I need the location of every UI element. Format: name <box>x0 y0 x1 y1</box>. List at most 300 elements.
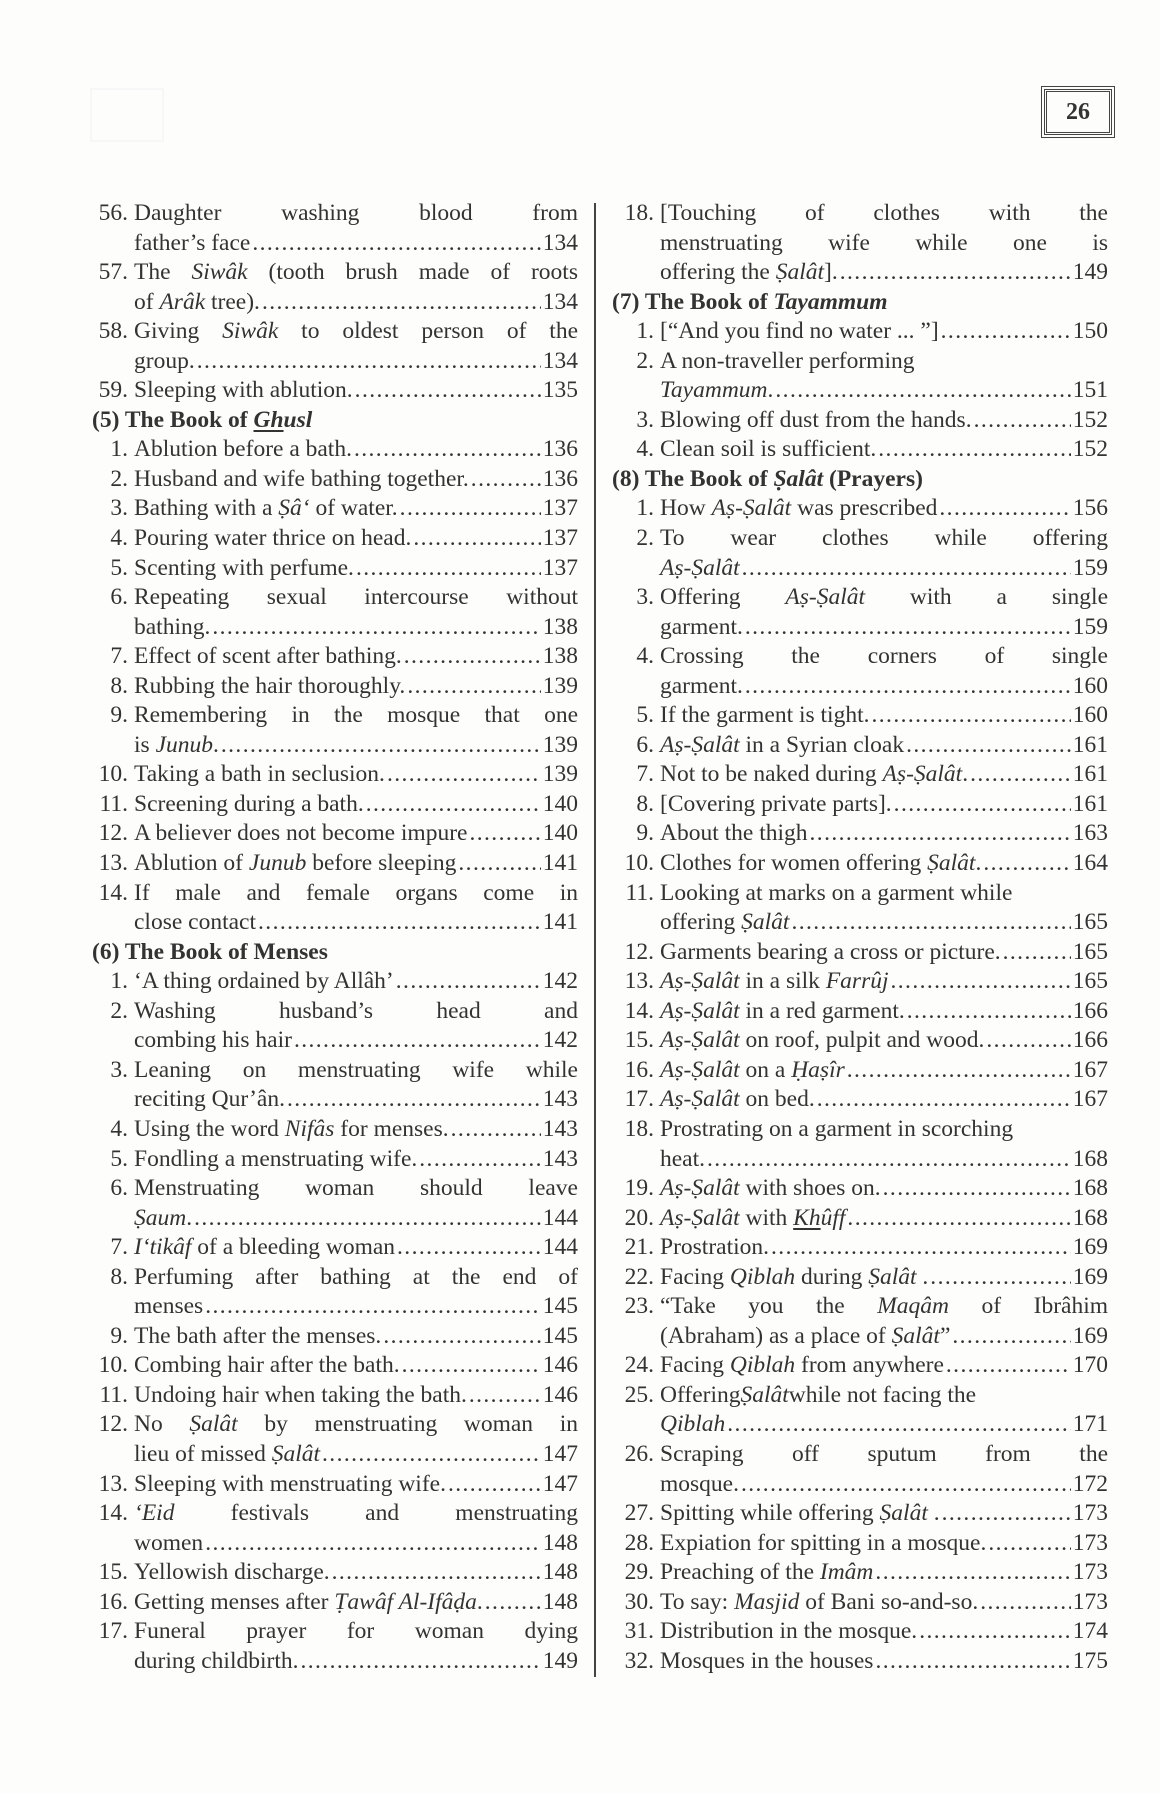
page-ref: 159 <box>1072 613 1108 640</box>
page-ref: 168 <box>1072 1175 1108 1202</box>
page-ref: 149 <box>1072 259 1108 286</box>
page-number: 26 <box>1066 98 1090 125</box>
toc-column-right <box>612 199 1108 1676</box>
entry-title: of Arâk tree). <box>134 288 260 315</box>
dot-leader <box>205 1529 541 1559</box>
bleed-through-mark <box>90 88 164 142</box>
toc-entry[interactable] <box>612 1174 1108 1204</box>
dot-leader <box>396 967 541 997</box>
entry-number: 3. <box>110 1056 128 1083</box>
page-ref: 171 <box>1072 1411 1108 1438</box>
toc-entry[interactable] <box>92 1588 578 1618</box>
toc-entry[interactable] <box>612 1617 1108 1647</box>
dot-leader <box>906 731 1071 761</box>
toc-entry[interactable] <box>612 1558 1108 1588</box>
entry-number: 1. <box>636 318 654 345</box>
dot-leader <box>407 672 540 702</box>
entry-title: Husband and wife bathing together. <box>134 465 469 492</box>
dot-leader <box>366 790 541 820</box>
entry-number: 4. <box>636 643 654 670</box>
page-ref: 148 <box>542 1529 578 1556</box>
toc-entry[interactable] <box>92 1263 578 1322</box>
entry-number: 9. <box>636 820 654 847</box>
entry-title: Fondling a menstruating wife. <box>134 1145 418 1172</box>
entry-number: 20. <box>624 1204 654 1231</box>
page-ref: 146 <box>542 1352 578 1379</box>
entry-number: 4. <box>636 436 654 463</box>
toc-entry[interactable] <box>92 1174 578 1233</box>
toc-entry[interactable] <box>612 790 1108 820</box>
toc-entry[interactable] <box>612 1263 1108 1293</box>
toc-entry[interactable] <box>612 583 1108 642</box>
entry-title: offering Ṣalât <box>660 909 790 936</box>
dot-leader <box>221 731 541 761</box>
entry-title: garment. <box>660 613 743 640</box>
entry-number: 1. <box>110 968 128 995</box>
page-ref: 165 <box>1072 968 1108 995</box>
entry-number: 5. <box>110 1145 128 1172</box>
dot-leader <box>383 1322 540 1352</box>
toc-entry[interactable] <box>612 1085 1108 1115</box>
entry-title-line: Scraping off sputum from the <box>660 1440 1108 1467</box>
entry-title: Aṣ-Ṣalât with Khûff <box>660 1204 846 1231</box>
entry-title: Aṣ-Ṣalât in a red garment. <box>660 997 905 1024</box>
entry-title: Qiblah <box>660 1411 726 1438</box>
page-ref: 138 <box>542 643 578 670</box>
entry-title-line: Looking at marks on a garment while <box>660 879 1013 906</box>
entry-title: [“And you find no water ... ”] <box>660 318 939 345</box>
entry-title: [Covering private parts]. <box>660 790 892 817</box>
page-ref: 152 <box>1072 436 1108 463</box>
toc-entry[interactable] <box>92 376 578 406</box>
entry-title-line: Prostrating on a garment in scorching <box>660 1115 1014 1142</box>
entry-number: 2. <box>110 465 128 492</box>
dot-leader <box>197 347 541 377</box>
entry-number: 8. <box>110 1263 128 1290</box>
toc-entry[interactable] <box>92 1410 578 1469</box>
entry-title: Combing hair after the bath. <box>134 1352 400 1379</box>
page-ref: 161 <box>1072 790 1108 817</box>
entry-title: Aṣ-Ṣalât with shoes on. <box>660 1175 881 1202</box>
entry-number: 18. <box>624 200 654 226</box>
toc-entry[interactable] <box>612 997 1108 1027</box>
entry-number: 4. <box>110 525 128 552</box>
page-ref: 168 <box>1072 1204 1108 1231</box>
toc-entry[interactable] <box>92 1499 578 1558</box>
toc-entry[interactable] <box>92 1351 578 1381</box>
entry-title: I‘tikâf of a bleeding woman <box>134 1234 396 1261</box>
toc-entry[interactable] <box>612 760 1108 790</box>
toc-entry[interactable] <box>92 1115 578 1145</box>
dot-leader <box>930 1263 1070 1293</box>
toc-entry[interactable] <box>612 347 1108 406</box>
page-ref: 141 <box>542 909 578 936</box>
page-ref: 141 <box>542 850 578 877</box>
entry-number: 13. <box>624 968 654 995</box>
entry-title: Mosques in the houses <box>660 1647 874 1674</box>
page-ref: 159 <box>1072 554 1108 581</box>
entry-number: 58. <box>98 318 128 345</box>
entry-title-line: Leaning on menstruating wife while <box>134 1056 578 1083</box>
entry-number: 26. <box>624 1440 654 1467</box>
entry-title: To say: Masjid of Bani so-and-so. <box>660 1588 979 1615</box>
entry-title: (Abraham) as a place of Ṣalât” <box>660 1322 951 1349</box>
entry-number: 9. <box>110 1322 128 1349</box>
page-ref: 147 <box>542 1470 578 1497</box>
page-ref: 135 <box>542 377 578 404</box>
entry-number: 56. <box>98 200 128 226</box>
entry-number: 1. <box>110 436 128 463</box>
entry-title-line: Remembering in the mosque that one <box>134 702 578 729</box>
toc-entry[interactable] <box>612 642 1108 701</box>
page-ref: 173 <box>1072 1588 1108 1615</box>
entry-number: 57. <box>98 259 128 286</box>
dot-leader <box>986 1026 1070 1056</box>
entry-title: Rubbing the hair thoroughly. <box>134 672 406 699</box>
dot-leader <box>840 258 1071 288</box>
page-ref: 139 <box>542 761 578 788</box>
dot-leader <box>212 613 540 643</box>
dot-leader <box>878 435 1070 465</box>
entry-title: combing his hair <box>134 1027 292 1054</box>
toc-entry[interactable] <box>612 1292 1108 1351</box>
page-ref: 140 <box>542 820 578 847</box>
entry-title: A believer does not become impure <box>134 820 468 847</box>
toc-entry[interactable] <box>612 731 1108 761</box>
dot-leader <box>875 1558 1070 1588</box>
entry-number: 11. <box>99 790 128 817</box>
toc-entry[interactable] <box>92 1322 578 1352</box>
entry-number: 19. <box>624 1175 654 1202</box>
entry-title: Spitting while offering Ṣalât . <box>660 1500 940 1527</box>
dot-leader <box>817 1085 1071 1115</box>
entry-number: 15. <box>98 1559 128 1586</box>
entry-title: father’s face <box>134 229 251 256</box>
toc-entry[interactable] <box>92 1558 578 1588</box>
toc-entry[interactable] <box>612 524 1108 583</box>
entry-number: 24. <box>624 1352 654 1379</box>
toc-entry[interactable] <box>92 1056 578 1115</box>
toc-entry[interactable] <box>92 1381 578 1411</box>
dot-leader <box>771 1233 1071 1263</box>
page-ref: 169 <box>1072 1263 1108 1290</box>
page-ref: 165 <box>1072 909 1108 936</box>
toc-entry[interactable] <box>612 199 1108 288</box>
entry-number: 13. <box>98 1470 128 1497</box>
entry-title: is Junub. <box>134 731 219 758</box>
entry-title: Effect of scent after bathing. <box>134 643 402 670</box>
dot-leader <box>322 1440 541 1470</box>
entry-number: 1. <box>636 495 654 522</box>
entry-number: 17. <box>98 1618 128 1645</box>
page-ref: 143 <box>542 1115 578 1142</box>
toc-entry[interactable] <box>92 997 578 1056</box>
entry-title: Aṣ-Ṣalât in a Syrian cloak <box>660 731 905 758</box>
entry-title: during childbirth. <box>134 1647 299 1674</box>
toc-entry[interactable] <box>612 1588 1108 1618</box>
dot-leader <box>287 1085 541 1115</box>
entry-title: Aṣ-Ṣalât <box>660 554 740 581</box>
toc-entry[interactable] <box>612 1529 1108 1559</box>
toc-entry[interactable] <box>92 494 578 524</box>
entry-number: 9. <box>110 702 128 729</box>
toc-entry[interactable] <box>92 1617 578 1676</box>
entry-number: 30. <box>624 1588 654 1615</box>
toc-entry[interactable] <box>612 435 1108 465</box>
dot-leader <box>355 376 541 406</box>
toc-entry[interactable] <box>612 1056 1108 1086</box>
dot-leader <box>469 1381 541 1411</box>
entry-title: Garments bearing a cross or picture. <box>660 938 1001 965</box>
toc-entry[interactable] <box>612 406 1108 436</box>
dot-leader <box>775 376 1070 406</box>
page-ref: 175 <box>1072 1647 1108 1674</box>
entry-title: Ṣaum. <box>134 1204 193 1231</box>
dot-leader <box>872 701 1071 731</box>
page-ref: 173 <box>1072 1529 1108 1556</box>
page-ref: 144 <box>542 1204 578 1231</box>
toc-entry[interactable] <box>612 1647 1108 1677</box>
page-ref: 134 <box>542 347 578 374</box>
section-heading: (5) The Book of Ghusl <box>92 406 313 433</box>
entry-number: 32. <box>624 1647 654 1674</box>
dot-leader <box>471 465 541 495</box>
entry-number: 14. <box>624 997 654 1024</box>
dot-leader <box>745 672 1071 702</box>
entry-title: About the thigh <box>660 820 808 847</box>
entry-title-line: “Take you the Maqâm of Ibrâhim <box>660 1293 1109 1320</box>
page-ref: 173 <box>1072 1500 1108 1527</box>
entry-title: Blowing off dust from the hands. <box>660 406 972 433</box>
entry-title: Sleeping with menstruating wife. <box>134 1470 446 1497</box>
toc-entry[interactable] <box>92 879 578 938</box>
entry-title: Ablution of Junub before sleeping <box>134 850 457 877</box>
entry-title: Pouring water thrice on head. <box>134 525 412 552</box>
page-ref: 134 <box>542 229 578 256</box>
dot-leader <box>262 288 541 318</box>
entry-title: heat. <box>660 1145 706 1172</box>
dot-leader <box>939 494 1070 524</box>
entry-number: 5. <box>110 554 128 581</box>
entry-number: 4. <box>110 1115 128 1142</box>
toc-entry[interactable] <box>92 524 578 554</box>
entry-title-line: Funeral prayer for woman dying <box>134 1618 578 1645</box>
toc-entry[interactable] <box>612 938 1108 968</box>
toc-entry[interactable] <box>612 1115 1108 1174</box>
entry-title: garment. <box>660 672 743 699</box>
entry-number: 12. <box>98 1411 128 1438</box>
toc-entry[interactable] <box>92 760 578 790</box>
entry-title-line: Menstruating woman should leave <box>134 1175 578 1202</box>
page-ref: 142 <box>542 968 578 995</box>
dot-leader <box>300 1647 540 1677</box>
toc-entry[interactable] <box>92 1233 578 1263</box>
dot-leader <box>294 1026 541 1056</box>
entry-title: women <box>134 1529 204 1556</box>
entry-number: 11. <box>99 1381 128 1408</box>
page-ref: 142 <box>542 1027 578 1054</box>
entry-title: Bathing with a Ṣâ‘ of water. <box>134 495 398 522</box>
toc-entry[interactable] <box>612 701 1108 731</box>
page-ref: 152 <box>1072 406 1108 433</box>
dot-leader <box>891 967 1071 997</box>
page-ref: 147 <box>542 1440 578 1467</box>
entry-number: 15. <box>624 1027 654 1054</box>
toc-entry[interactable] <box>612 1351 1108 1381</box>
dot-leader <box>983 849 1070 879</box>
toc-entry[interactable] <box>92 642 578 672</box>
dot-leader <box>448 1470 541 1500</box>
toc-entry[interactable] <box>92 317 578 376</box>
section-heading: (7) The Book of Tayammum <box>612 288 888 315</box>
dot-leader <box>354 435 541 465</box>
toc-entry[interactable] <box>612 819 1108 849</box>
entry-title: Preaching of the Imâm <box>660 1559 874 1586</box>
dot-leader <box>458 849 540 879</box>
entry-title-line: The Siwâk (tooth brush made of roots <box>134 259 578 286</box>
toc-entry[interactable] <box>92 672 578 702</box>
entry-title: reciting Qur’ân. <box>134 1086 285 1113</box>
entry-title-line: No Ṣalât by menstruating woman in <box>134 1411 578 1438</box>
section-heading: (6) The Book of Menses <box>92 938 328 965</box>
toc-entry[interactable] <box>92 554 578 584</box>
entry-title-line: menstruating wife while one is <box>660 229 1108 256</box>
entry-number: 2. <box>110 997 128 1024</box>
page-ref: 167 <box>1072 1056 1108 1083</box>
entry-number: 11. <box>625 879 654 906</box>
entry-title: Taking a bath in seclusion. <box>134 761 385 788</box>
toc-entry[interactable] <box>612 879 1108 938</box>
dot-leader <box>847 1056 1071 1086</box>
page-ref: 143 <box>542 1145 578 1172</box>
dot-leader <box>946 1351 1071 1381</box>
entry-number: 18. <box>624 1115 654 1142</box>
entry-title-line: Daughter washing blood from <box>134 200 578 226</box>
toc-entry[interactable] <box>612 1204 1108 1234</box>
entry-title: Not to be naked during Aṣ-Ṣalât. <box>660 761 969 788</box>
toc-entry[interactable] <box>92 967 578 997</box>
entry-number: 2. <box>636 347 654 374</box>
toc-entry[interactable] <box>612 967 1108 997</box>
entry-title: Prostration. <box>660 1234 770 1261</box>
dot-leader <box>919 1617 1071 1647</box>
entry-title: Aṣ-Ṣalât on bed. <box>660 1086 815 1113</box>
entry-title: How Aṣ-Ṣalât was prescribed <box>660 495 938 522</box>
toc-entry[interactable] <box>612 1381 1108 1440</box>
entry-title: Expiation for spitting in a mosque. <box>660 1529 987 1556</box>
page-ref: 167 <box>1072 1086 1108 1113</box>
page-ref: 164 <box>1072 850 1108 877</box>
toc-entry[interactable] <box>92 819 578 849</box>
entry-title: Aṣ-Ṣalât on roof, pulpit and wood. <box>660 1027 985 1054</box>
page-ref: 161 <box>1072 731 1108 758</box>
page-ref: 143 <box>542 1086 578 1113</box>
dot-leader <box>258 908 541 938</box>
dot-leader <box>707 1145 1071 1175</box>
page-ref: 166 <box>1072 1027 1108 1054</box>
page-ref: 136 <box>542 436 578 463</box>
dot-leader <box>942 1499 1071 1529</box>
entry-number: 10. <box>98 761 128 788</box>
page-ref: 148 <box>542 1559 578 1586</box>
toc-entry[interactable] <box>612 1026 1108 1056</box>
page-ref: 168 <box>1072 1145 1108 1172</box>
entry-title-line: Repeating sexual intercourse without <box>134 584 578 611</box>
page-number-box <box>1044 89 1112 135</box>
dot-leader <box>451 1115 541 1145</box>
dot-leader <box>402 1351 541 1381</box>
entry-title: menses <box>134 1293 204 1320</box>
toc-entry[interactable] <box>92 435 578 465</box>
toc-entry[interactable] <box>92 1145 578 1175</box>
page-ref: 140 <box>542 790 578 817</box>
entry-title: mosque. <box>660 1470 739 1497</box>
entry-title: Yellowish discharge. <box>134 1559 330 1586</box>
entry-title-line: To wear clothes while offering <box>660 525 1108 552</box>
toc-entry[interactable] <box>92 258 578 317</box>
dot-leader <box>194 1204 541 1234</box>
page-ref: 156 <box>1072 495 1108 522</box>
toc-entry[interactable] <box>612 849 1108 879</box>
dot-leader <box>883 1174 1071 1204</box>
dot-leader <box>791 908 1070 938</box>
page-ref: 174 <box>1072 1618 1108 1645</box>
dot-leader <box>413 524 540 554</box>
toc-entry[interactable] <box>612 317 1108 347</box>
dot-leader <box>907 997 1071 1027</box>
page-ref: 138 <box>542 613 578 640</box>
entry-number: 2. <box>636 525 654 552</box>
dot-leader <box>387 760 541 790</box>
toc-entry[interactable] <box>92 701 578 760</box>
toc-entry[interactable] <box>612 1499 1108 1529</box>
toc-entry[interactable] <box>92 583 578 642</box>
page-ref: 149 <box>542 1647 578 1674</box>
toc-entry[interactable] <box>92 465 578 495</box>
toc-entry[interactable] <box>92 849 578 879</box>
toc-entry[interactable] <box>92 199 578 258</box>
entry-title-line: A non-traveller performing <box>660 347 915 374</box>
entry-title: Clean soil is sufficient. <box>660 436 877 463</box>
entry-title-line: Giving Siwâk to oldest person of the <box>134 318 578 345</box>
dot-leader <box>332 1558 541 1588</box>
entry-title: close contact <box>134 909 257 936</box>
dot-leader <box>941 317 1071 347</box>
entry-title: Screening during a bath. <box>134 790 364 817</box>
entry-number: 8. <box>636 790 654 817</box>
page-ref: 170 <box>1072 1352 1108 1379</box>
entry-number: 16. <box>624 1056 654 1083</box>
toc-entry[interactable] <box>612 494 1108 524</box>
entry-number: 22. <box>624 1263 654 1290</box>
toc-entry[interactable] <box>612 1233 1108 1263</box>
entry-number: 6. <box>636 731 654 758</box>
entry-title: Clothes for women offering Ṣalât. <box>660 850 982 877</box>
entry-title-line: Offering Ṣalât while not facing the <box>660 1381 977 1408</box>
page-ref: 146 <box>542 1381 578 1408</box>
toc-entry[interactable] <box>612 1440 1108 1499</box>
entry-title: lieu of missed Ṣalât <box>134 1440 321 1467</box>
dot-leader <box>952 1322 1070 1352</box>
entry-title-line: Crossing the corners of single <box>660 643 1108 670</box>
entry-title: Sleeping with ablution. <box>134 377 353 404</box>
dot-leader <box>970 760 1071 790</box>
dot-leader <box>419 1145 540 1175</box>
dot-leader <box>356 554 541 584</box>
toc-entry[interactable] <box>92 1470 578 1500</box>
toc-entry[interactable] <box>92 790 578 820</box>
entry-title-line: If male and female organs come in <box>134 879 578 906</box>
